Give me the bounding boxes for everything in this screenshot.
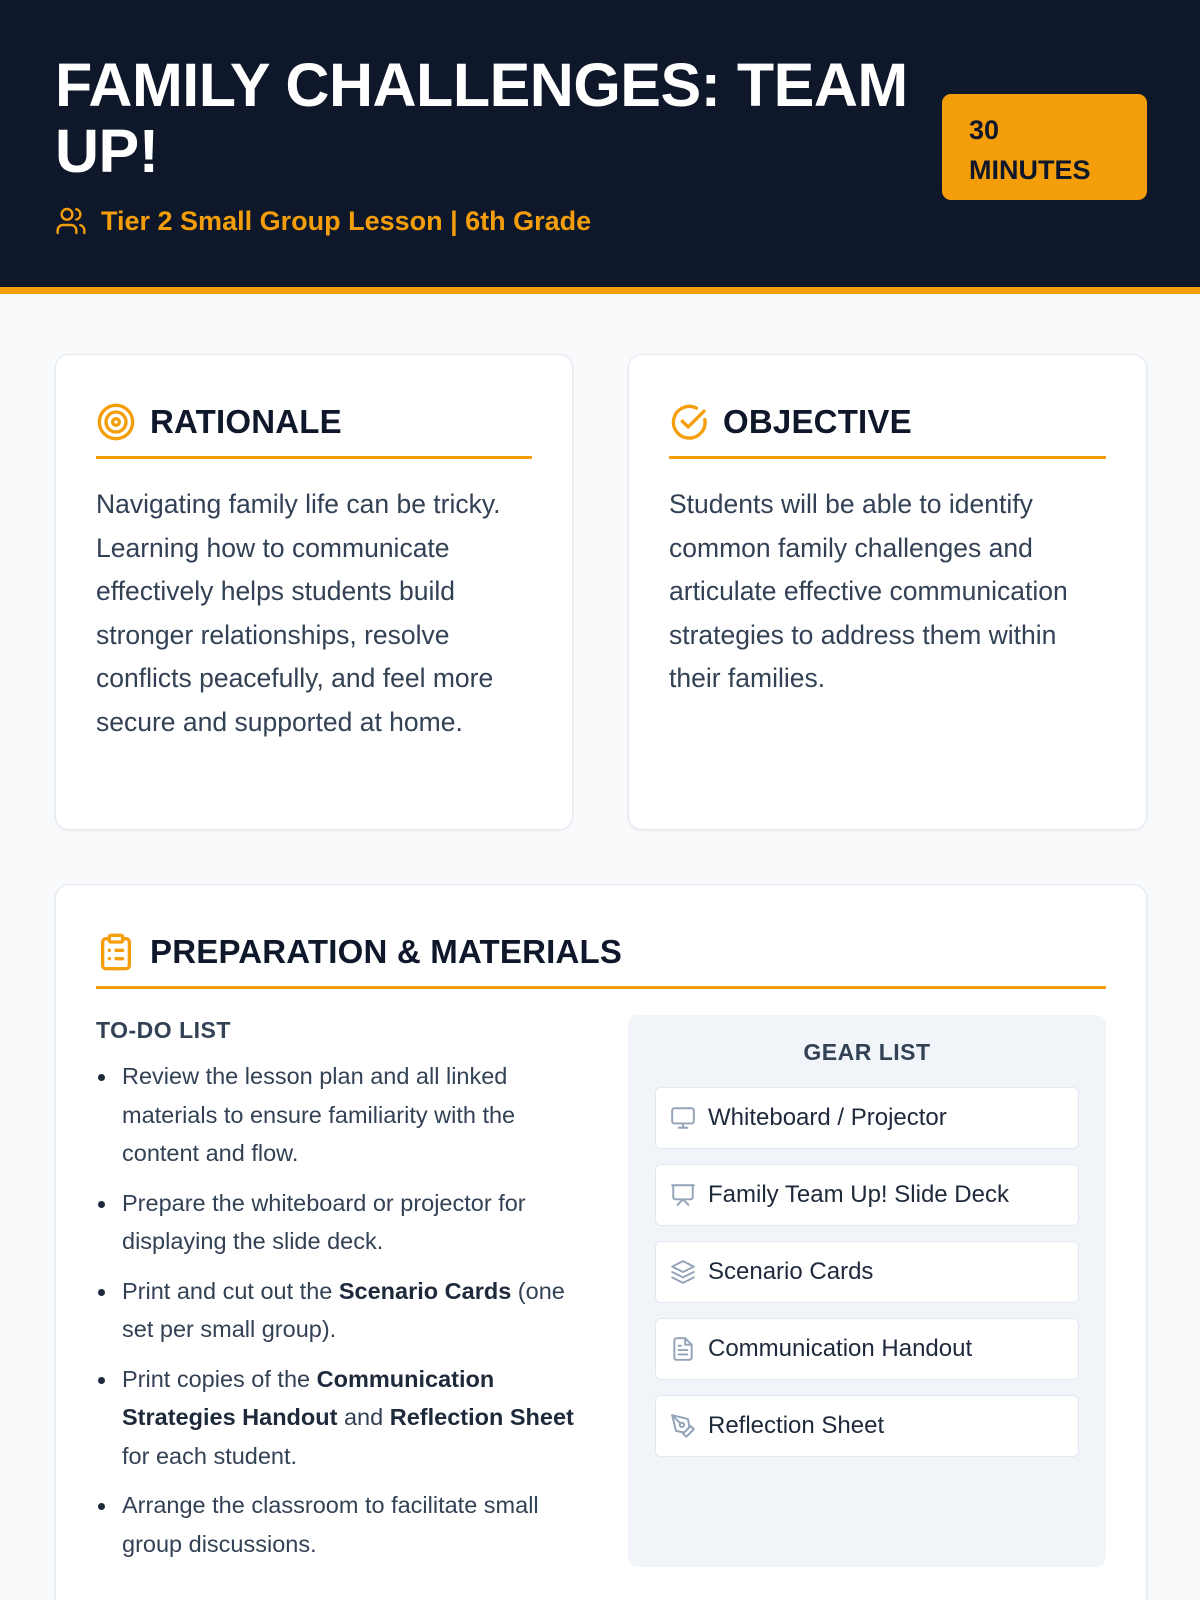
pen-tool-icon [670, 1413, 696, 1439]
todo-item: Prepare the whiteboard or projector for displaying the slide deck. [96, 1184, 576, 1261]
lesson-subtitle [55, 204, 591, 238]
duration-badge [942, 94, 1147, 200]
gear-item-slide-deck [655, 1164, 1079, 1226]
target-icon [96, 402, 136, 442]
layers-icon [670, 1259, 696, 1285]
gear-item-handout [655, 1318, 1079, 1380]
todo-item: Review the lesson plan and all linked materials to ensure familiarity with the content and flow. [96, 1057, 576, 1173]
rationale-header [96, 393, 532, 459]
check-circle-icon [669, 402, 709, 442]
subtitle-text: Tier 2 Small Group Lesson | 6th Grade [101, 205, 592, 236]
rationale-text: Navigating family life can be tricky. Learning how to communicate effectively helps students build stronger relationships, resolve conflicts peacefully, and feel more secure and supported at home. [96, 489, 501, 737]
rationale-card [55, 354, 573, 830]
todo-list [96, 1057, 576, 1574]
gear-item-label: Reflection Sheet [708, 1412, 885, 1439]
gear-item-scenario-cards [655, 1241, 1079, 1303]
monitor-icon [670, 1105, 696, 1131]
presentation-icon [670, 1182, 696, 1208]
gear-item-label: Scenario Cards [708, 1258, 874, 1285]
todo-item: Print and cut out the Scenario Cards (one set per small group). [96, 1272, 576, 1349]
clipboard-list-icon [96, 932, 136, 972]
preparation-header [96, 923, 1106, 989]
todo-item: Arrange the classroom to facilitate small group discussions. [96, 1486, 576, 1563]
gear-item-label: Family Team Up! Slide Deck [708, 1181, 1009, 1208]
todo-item: Print copies of the Communication Strategies Handout and Reflection Sheet for each student. [96, 1360, 576, 1476]
users-icon [55, 205, 87, 237]
gear-list-title: GEAR LIST [803, 1039, 931, 1065]
objective-title: OBJECTIVE [723, 402, 912, 440]
objective-card [628, 354, 1147, 830]
gear-item-whiteboard [655, 1087, 1079, 1149]
gear-item-label: Communication Handout [708, 1335, 973, 1362]
duration-unit: MINUTES [969, 155, 1091, 185]
gear-list-panel [628, 1015, 1106, 1567]
lesson-header [0, 0, 1200, 294]
preparation-card [55, 884, 1147, 1600]
objective-text: Students will be able to identify common family challenges and articulate effective communication strategies to address them within their families. [669, 489, 1068, 693]
gear-item-reflection-sheet [655, 1395, 1079, 1457]
gear-item-label: Whiteboard / Projector [708, 1104, 947, 1131]
rationale-title: RATIONALE [150, 402, 342, 440]
todo-list-label: TO-DO LIST [96, 1017, 231, 1043]
preparation-title: PREPARATION & MATERIALS [150, 932, 623, 970]
duration-value: 30 [969, 115, 1000, 145]
objective-header [669, 393, 1106, 459]
page-title: FAMILY CHALLENGES: TEAM UP! [55, 51, 908, 185]
file-text-icon [670, 1336, 696, 1362]
